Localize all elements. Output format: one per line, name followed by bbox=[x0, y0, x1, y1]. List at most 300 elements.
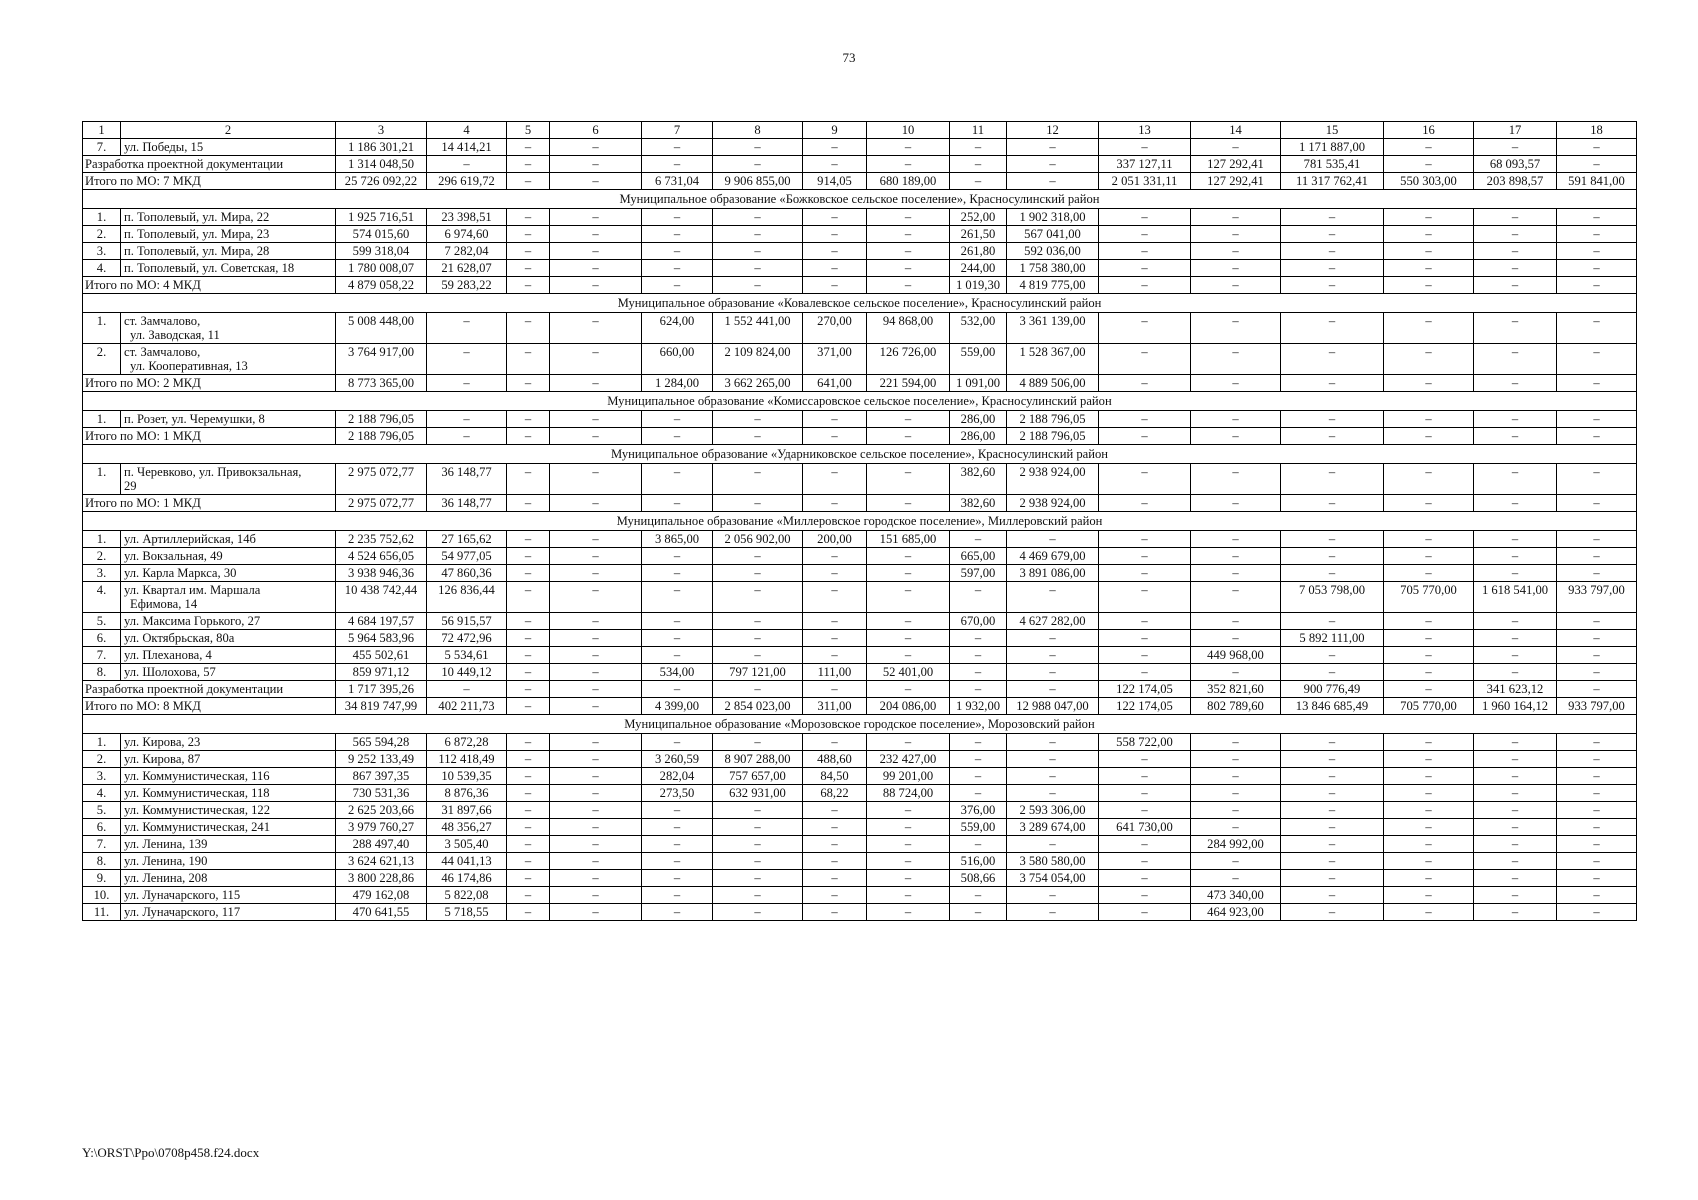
address-cell bbox=[121, 464, 336, 495]
value-cell: – bbox=[1007, 664, 1099, 681]
value-cell: – bbox=[1191, 277, 1281, 294]
value-cell: – bbox=[1099, 464, 1191, 495]
value-cell: – bbox=[803, 630, 867, 647]
value-cell: – bbox=[1557, 565, 1637, 582]
value-cell: 641,00 bbox=[803, 375, 867, 392]
value-cell: – bbox=[1099, 582, 1191, 613]
value-cell: – bbox=[642, 209, 713, 226]
value-cell: 1 091,00 bbox=[950, 375, 1007, 392]
value-cell: – bbox=[507, 698, 550, 715]
value-cell: – bbox=[867, 802, 950, 819]
value-cell: – bbox=[1474, 768, 1557, 785]
summary-label: Итого по МО: 1 МКД bbox=[83, 495, 336, 512]
value-cell: – bbox=[507, 647, 550, 664]
column-header: 15 bbox=[1281, 122, 1384, 139]
table-row bbox=[83, 836, 1637, 853]
value-cell: – bbox=[950, 531, 1007, 548]
column-header: 9 bbox=[803, 122, 867, 139]
value-cell: 203 898,57 bbox=[1474, 173, 1557, 190]
value-cell: – bbox=[642, 630, 713, 647]
value-cell: 341 623,12 bbox=[1474, 681, 1557, 698]
value-cell: – bbox=[550, 647, 642, 664]
value-cell: – bbox=[713, 887, 803, 904]
value-cell: 670,00 bbox=[950, 613, 1007, 630]
value-cell: 88 724,00 bbox=[867, 785, 950, 802]
row-number: 1. bbox=[83, 734, 121, 751]
value-cell: – bbox=[713, 734, 803, 751]
value-cell: 3 800 228,86 bbox=[336, 870, 427, 887]
value-cell: – bbox=[1191, 565, 1281, 582]
value-cell: – bbox=[1384, 260, 1474, 277]
value-cell: – bbox=[550, 226, 642, 243]
value-cell: – bbox=[803, 819, 867, 836]
value-cell: – bbox=[1191, 819, 1281, 836]
value-cell: – bbox=[642, 870, 713, 887]
value-cell: – bbox=[867, 464, 950, 495]
value-cell: – bbox=[867, 887, 950, 904]
value-cell: – bbox=[803, 428, 867, 445]
address-cell bbox=[121, 313, 336, 344]
value-cell: – bbox=[950, 582, 1007, 613]
value-cell: 591 841,00 bbox=[1557, 173, 1637, 190]
value-cell: 5 822,08 bbox=[427, 887, 507, 904]
table-row bbox=[83, 887, 1637, 904]
value-cell: – bbox=[642, 887, 713, 904]
value-cell: – bbox=[1557, 375, 1637, 392]
value-cell: – bbox=[1384, 209, 1474, 226]
value-cell: – bbox=[642, 243, 713, 260]
value-cell: 2 188 796,05 bbox=[1007, 411, 1099, 428]
address-cell: ул. Коммунистическая, 122 bbox=[121, 802, 336, 819]
value-cell: – bbox=[642, 226, 713, 243]
value-cell: 867 397,35 bbox=[336, 768, 427, 785]
value-cell: – bbox=[642, 819, 713, 836]
value-cell: – bbox=[803, 802, 867, 819]
value-cell: – bbox=[950, 173, 1007, 190]
value-cell: 1 932,00 bbox=[950, 698, 1007, 715]
value-cell: – bbox=[642, 681, 713, 698]
value-cell: 3 979 760,27 bbox=[336, 819, 427, 836]
value-cell: – bbox=[1281, 768, 1384, 785]
value-cell: – bbox=[803, 647, 867, 664]
value-cell: – bbox=[1191, 531, 1281, 548]
value-cell: 641 730,00 bbox=[1099, 819, 1191, 836]
value-cell: 558 722,00 bbox=[1099, 734, 1191, 751]
value-cell: 337 127,11 bbox=[1099, 156, 1191, 173]
value-cell: – bbox=[1557, 313, 1637, 344]
value-cell: 781 535,41 bbox=[1281, 156, 1384, 173]
value-cell: – bbox=[1281, 904, 1384, 921]
row-number: 10. bbox=[83, 887, 121, 904]
row-number: 1. bbox=[83, 531, 121, 548]
value-cell: – bbox=[1557, 411, 1637, 428]
value-cell: 532,00 bbox=[950, 313, 1007, 344]
table-row bbox=[83, 548, 1637, 565]
value-cell: – bbox=[642, 548, 713, 565]
value-cell: – bbox=[1557, 156, 1637, 173]
value-cell: 1 186 301,21 bbox=[336, 139, 427, 156]
summary-label: Итого по МО: 8 МКД bbox=[83, 698, 336, 715]
value-cell: 126 836,44 bbox=[427, 582, 507, 613]
value-cell: – bbox=[1007, 904, 1099, 921]
value-cell: 59 283,22 bbox=[427, 277, 507, 294]
value-cell: – bbox=[642, 734, 713, 751]
value-cell: – bbox=[1557, 139, 1637, 156]
value-cell: 3 260,59 bbox=[642, 751, 713, 768]
address-cell: ул. Шолохова, 57 bbox=[121, 664, 336, 681]
summary-row bbox=[83, 428, 1637, 445]
value-cell: – bbox=[642, 139, 713, 156]
column-header: 8 bbox=[713, 122, 803, 139]
value-cell: – bbox=[507, 582, 550, 613]
value-cell: – bbox=[1007, 734, 1099, 751]
value-cell: 7 053 798,00 bbox=[1281, 582, 1384, 613]
row-number: 9. bbox=[83, 870, 121, 887]
value-cell: – bbox=[550, 768, 642, 785]
value-cell: 204 086,00 bbox=[867, 698, 950, 715]
value-cell: – bbox=[803, 681, 867, 698]
value-cell: 352 821,60 bbox=[1191, 681, 1281, 698]
value-cell: – bbox=[1384, 887, 1474, 904]
value-cell: – bbox=[713, 156, 803, 173]
value-cell: – bbox=[507, 495, 550, 512]
column-header: 6 bbox=[550, 122, 642, 139]
value-cell: – bbox=[803, 495, 867, 512]
value-cell: – bbox=[1007, 531, 1099, 548]
value-cell: 1 528 367,00 bbox=[1007, 344, 1099, 375]
value-cell: – bbox=[1384, 243, 1474, 260]
value-cell: – bbox=[1281, 887, 1384, 904]
value-cell: 488,60 bbox=[803, 751, 867, 768]
value-cell: 122 174,05 bbox=[1099, 698, 1191, 715]
value-cell: – bbox=[1384, 681, 1474, 698]
value-cell: 574 015,60 bbox=[336, 226, 427, 243]
value-cell: 632 931,00 bbox=[713, 785, 803, 802]
value-cell: – bbox=[1474, 853, 1557, 870]
value-cell: – bbox=[507, 802, 550, 819]
table-row bbox=[83, 209, 1637, 226]
value-cell: – bbox=[1099, 785, 1191, 802]
value-cell: – bbox=[713, 411, 803, 428]
value-cell: – bbox=[1281, 226, 1384, 243]
value-cell: – bbox=[507, 260, 550, 277]
value-cell: – bbox=[1474, 531, 1557, 548]
table-row bbox=[83, 582, 1637, 613]
table-row bbox=[83, 870, 1637, 887]
value-cell: – bbox=[1099, 630, 1191, 647]
summary-label: Разработка проектной документации bbox=[83, 156, 336, 173]
value-cell: 3 624 621,13 bbox=[336, 853, 427, 870]
value-cell: – bbox=[427, 681, 507, 698]
value-cell: – bbox=[550, 887, 642, 904]
value-cell: – bbox=[867, 139, 950, 156]
section-title: Муниципальное образование «Ударниковское сельское поселение», Красносулинский район bbox=[83, 445, 1637, 464]
value-cell: – bbox=[1281, 613, 1384, 630]
value-cell: 21 628,07 bbox=[427, 260, 507, 277]
value-cell: 1 019,30 bbox=[950, 277, 1007, 294]
value-cell: – bbox=[1191, 582, 1281, 613]
value-cell: 47 860,36 bbox=[427, 565, 507, 582]
value-cell: – bbox=[1007, 139, 1099, 156]
value-cell: – bbox=[867, 836, 950, 853]
value-cell: – bbox=[507, 785, 550, 802]
value-cell: – bbox=[550, 209, 642, 226]
value-cell: – bbox=[1384, 768, 1474, 785]
address-cell: ул. Максима Горького, 27 bbox=[121, 613, 336, 630]
value-cell: 10 539,35 bbox=[427, 768, 507, 785]
table-row bbox=[83, 139, 1637, 156]
value-cell: – bbox=[507, 664, 550, 681]
value-cell: – bbox=[1474, 411, 1557, 428]
value-cell: 592 036,00 bbox=[1007, 243, 1099, 260]
value-cell: – bbox=[1099, 565, 1191, 582]
value-cell: – bbox=[427, 156, 507, 173]
value-cell: – bbox=[1557, 853, 1637, 870]
address-cell: п. Тополевый, ул. Мира, 28 bbox=[121, 243, 336, 260]
value-cell: – bbox=[507, 734, 550, 751]
value-cell: 261,50 bbox=[950, 226, 1007, 243]
value-cell: 2 235 752,62 bbox=[336, 531, 427, 548]
value-cell: 2 051 331,11 bbox=[1099, 173, 1191, 190]
value-cell: – bbox=[867, 613, 950, 630]
value-cell: – bbox=[867, 226, 950, 243]
value-cell: 757 657,00 bbox=[713, 768, 803, 785]
value-cell: – bbox=[1474, 802, 1557, 819]
table-row bbox=[83, 853, 1637, 870]
value-cell: – bbox=[1281, 819, 1384, 836]
value-cell: – bbox=[1281, 464, 1384, 495]
value-cell: – bbox=[1474, 785, 1557, 802]
value-cell: – bbox=[1007, 887, 1099, 904]
value-cell: 559,00 bbox=[950, 344, 1007, 375]
value-cell: 200,00 bbox=[803, 531, 867, 548]
value-cell: 6 872,28 bbox=[427, 734, 507, 751]
value-cell: – bbox=[803, 904, 867, 921]
value-cell: – bbox=[1191, 613, 1281, 630]
table-row bbox=[83, 904, 1637, 921]
value-cell: – bbox=[1474, 836, 1557, 853]
value-cell: – bbox=[1384, 630, 1474, 647]
value-cell: – bbox=[1384, 613, 1474, 630]
value-cell: – bbox=[1099, 344, 1191, 375]
value-cell: – bbox=[950, 904, 1007, 921]
column-header: 2 bbox=[121, 122, 336, 139]
value-cell: – bbox=[867, 156, 950, 173]
table-row bbox=[83, 819, 1637, 836]
value-cell: – bbox=[1281, 260, 1384, 277]
column-header: 11 bbox=[950, 122, 1007, 139]
value-cell: 72 472,96 bbox=[427, 630, 507, 647]
value-cell: 567 041,00 bbox=[1007, 226, 1099, 243]
value-cell: – bbox=[1281, 853, 1384, 870]
value-cell: – bbox=[427, 375, 507, 392]
value-cell: – bbox=[1099, 647, 1191, 664]
address-line-2: 29 bbox=[124, 479, 137, 493]
value-cell: 1 552 441,00 bbox=[713, 313, 803, 344]
value-cell: – bbox=[1384, 734, 1474, 751]
value-cell: 27 165,62 bbox=[427, 531, 507, 548]
value-cell: 914,05 bbox=[803, 173, 867, 190]
value-cell: – bbox=[550, 313, 642, 344]
value-cell: – bbox=[507, 565, 550, 582]
value-cell: – bbox=[642, 428, 713, 445]
value-cell: – bbox=[550, 428, 642, 445]
summary-row bbox=[83, 375, 1637, 392]
value-cell: – bbox=[803, 853, 867, 870]
value-cell: – bbox=[713, 243, 803, 260]
value-cell: – bbox=[1557, 887, 1637, 904]
column-header: 17 bbox=[1474, 122, 1557, 139]
value-cell: – bbox=[1191, 139, 1281, 156]
value-cell: – bbox=[1191, 209, 1281, 226]
address-cell: п. Тополевый, ул. Мира, 22 bbox=[121, 209, 336, 226]
value-cell: 1 717 395,26 bbox=[336, 681, 427, 698]
column-header: 18 bbox=[1557, 122, 1637, 139]
value-cell: 376,00 bbox=[950, 802, 1007, 819]
value-cell: – bbox=[1007, 156, 1099, 173]
value-cell: – bbox=[1384, 904, 1474, 921]
column-header: 16 bbox=[1384, 122, 1474, 139]
summary-row bbox=[83, 173, 1637, 190]
value-cell: 4 684 197,57 bbox=[336, 613, 427, 630]
value-cell: – bbox=[713, 836, 803, 853]
row-number: 1. bbox=[83, 313, 121, 344]
value-cell: 371,00 bbox=[803, 344, 867, 375]
value-cell: 2 625 203,66 bbox=[336, 802, 427, 819]
value-cell: – bbox=[867, 428, 950, 445]
value-cell: – bbox=[1384, 853, 1474, 870]
value-cell: – bbox=[1281, 344, 1384, 375]
value-cell: 36 148,77 bbox=[427, 464, 507, 495]
footer-file-path: Y:\ORST\Ppo\0708p458.f24.docx bbox=[82, 1145, 260, 1160]
value-cell: – bbox=[507, 681, 550, 698]
value-cell: 900 776,49 bbox=[1281, 681, 1384, 698]
value-cell: 534,00 bbox=[642, 664, 713, 681]
value-cell: – bbox=[1191, 226, 1281, 243]
value-cell: – bbox=[1384, 411, 1474, 428]
value-cell: – bbox=[1384, 548, 1474, 565]
value-cell: – bbox=[713, 904, 803, 921]
address-cell: ул. Октябрьская, 80а bbox=[121, 630, 336, 647]
value-cell: 3 764 917,00 bbox=[336, 344, 427, 375]
value-cell: – bbox=[550, 836, 642, 853]
value-cell: 4 399,00 bbox=[642, 698, 713, 715]
value-cell: – bbox=[1099, 209, 1191, 226]
value-cell: 284 992,00 bbox=[1191, 836, 1281, 853]
value-cell: – bbox=[642, 802, 713, 819]
value-cell: – bbox=[1474, 630, 1557, 647]
value-cell: – bbox=[1474, 428, 1557, 445]
value-cell: – bbox=[713, 870, 803, 887]
value-cell: 232 427,00 bbox=[867, 751, 950, 768]
value-cell: – bbox=[713, 226, 803, 243]
value-cell: – bbox=[507, 853, 550, 870]
value-cell: – bbox=[803, 260, 867, 277]
column-header: 3 bbox=[336, 122, 427, 139]
column-header: 1 bbox=[83, 122, 121, 139]
value-cell: – bbox=[1007, 173, 1099, 190]
value-cell: 5 892 111,00 bbox=[1281, 630, 1384, 647]
value-cell: – bbox=[1281, 495, 1384, 512]
value-cell: – bbox=[427, 344, 507, 375]
value-cell: 1 758 380,00 bbox=[1007, 260, 1099, 277]
value-cell: 36 148,77 bbox=[427, 495, 507, 512]
value-cell: – bbox=[867, 260, 950, 277]
value-cell: – bbox=[1557, 495, 1637, 512]
value-cell: – bbox=[550, 853, 642, 870]
value-cell: – bbox=[1099, 139, 1191, 156]
value-cell: – bbox=[1384, 464, 1474, 495]
section-title: Муниципальное образование «Божковское сельское поселение», Красносулинский район bbox=[83, 190, 1637, 209]
table-row bbox=[83, 411, 1637, 428]
value-cell: – bbox=[1474, 277, 1557, 294]
value-cell: 516,00 bbox=[950, 853, 1007, 870]
value-cell: – bbox=[550, 411, 642, 428]
column-header: 14 bbox=[1191, 122, 1281, 139]
value-cell: – bbox=[1099, 277, 1191, 294]
value-cell: 599 318,04 bbox=[336, 243, 427, 260]
summary-label: Итого по МО: 1 МКД bbox=[83, 428, 336, 445]
summary-row bbox=[83, 277, 1637, 294]
row-number: 2. bbox=[83, 344, 121, 375]
address-line: ст. Замчалово, bbox=[124, 345, 201, 359]
value-cell: – bbox=[1281, 664, 1384, 681]
value-cell: – bbox=[1099, 613, 1191, 630]
value-cell: – bbox=[1557, 613, 1637, 630]
value-cell: 282,04 bbox=[642, 768, 713, 785]
data-table bbox=[82, 121, 1637, 921]
value-cell: – bbox=[1191, 313, 1281, 344]
value-cell: – bbox=[1191, 630, 1281, 647]
value-cell: 4 524 656,05 bbox=[336, 548, 427, 565]
value-cell: – bbox=[507, 428, 550, 445]
row-number: 5. bbox=[83, 802, 121, 819]
value-cell: – bbox=[713, 681, 803, 698]
value-cell: – bbox=[507, 613, 550, 630]
value-cell: – bbox=[1384, 870, 1474, 887]
value-cell: 84,50 bbox=[803, 768, 867, 785]
value-cell: 112 418,49 bbox=[427, 751, 507, 768]
section-heading-row bbox=[83, 190, 1637, 209]
value-cell: 1 902 318,00 bbox=[1007, 209, 1099, 226]
value-cell: – bbox=[507, 375, 550, 392]
value-cell: – bbox=[1281, 531, 1384, 548]
value-cell: – bbox=[642, 647, 713, 664]
address-cell bbox=[121, 344, 336, 375]
value-cell: – bbox=[1557, 428, 1637, 445]
value-cell: – bbox=[950, 887, 1007, 904]
value-cell: – bbox=[550, 819, 642, 836]
value-cell: – bbox=[550, 173, 642, 190]
value-cell: – bbox=[713, 209, 803, 226]
value-cell: 508,66 bbox=[950, 870, 1007, 887]
value-cell: – bbox=[1191, 344, 1281, 375]
value-cell: – bbox=[1474, 819, 1557, 836]
row-number: 4. bbox=[83, 785, 121, 802]
value-cell: – bbox=[550, 277, 642, 294]
value-cell: – bbox=[1474, 548, 1557, 565]
value-cell: – bbox=[550, 344, 642, 375]
value-cell: – bbox=[1384, 277, 1474, 294]
value-cell: – bbox=[1191, 375, 1281, 392]
value-cell: – bbox=[950, 734, 1007, 751]
value-cell: – bbox=[867, 630, 950, 647]
value-cell: – bbox=[507, 243, 550, 260]
value-cell: 2 938 924,00 bbox=[1007, 464, 1099, 495]
value-cell: – bbox=[642, 260, 713, 277]
value-cell: – bbox=[803, 548, 867, 565]
row-number: 3. bbox=[83, 243, 121, 260]
